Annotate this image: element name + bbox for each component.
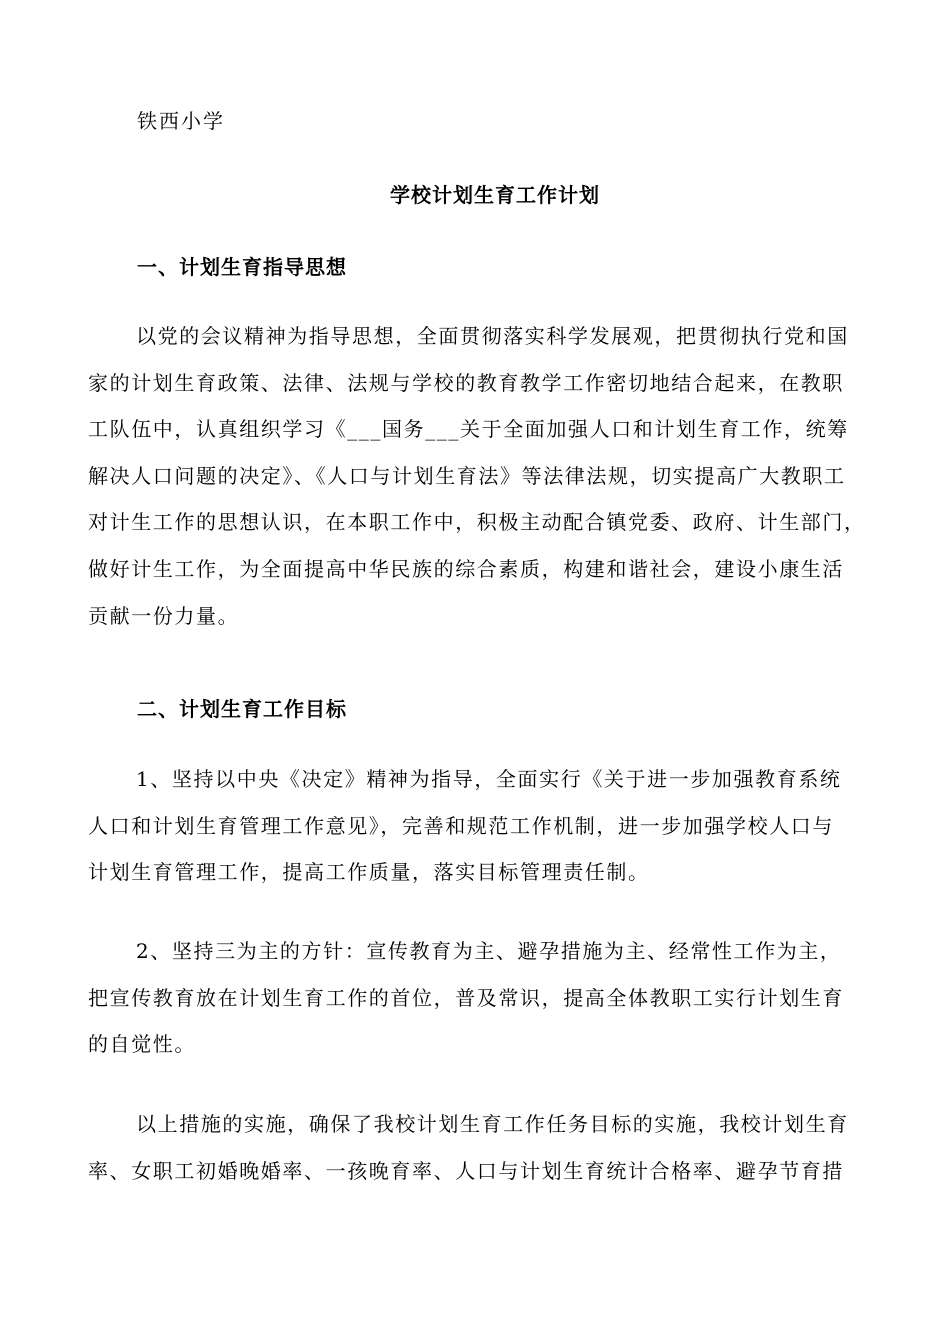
paragraph-line: 解决人口问题的决定》、《人口与计划生育法》等法律法规，切实提高广大教职工 xyxy=(88,463,846,488)
section-heading-work-goals: 二、计划生育工作目标 xyxy=(137,697,347,721)
school-name: 铁西小学 xyxy=(137,109,225,133)
paragraph-line: 把宣传教育放在计划生育工作的首位，普及常识，提高全体教职工实行计划生育 xyxy=(88,985,844,1010)
paragraph-line: 做好计生工作，为全面提高中华民族的综合素质，构建和谐社会，建设小康生活 xyxy=(88,556,844,581)
page-title: 学校计划生育工作计划 xyxy=(390,183,600,207)
paragraph-line: 工队伍中，认真组织学习《___国务___关于全面加强人口和计划生育工作，统筹 xyxy=(88,417,849,442)
paragraph-line: 人口和计划生育管理工作意见》，完善和规范工作机制，进一步加强学校人口与 xyxy=(88,813,834,838)
paragraph-goal-2 xyxy=(88,928,878,1068)
paragraph-line: 2、坚持三为主的方针：宣传教育为主、避孕措施为主、经常性工作为主， xyxy=(136,939,842,963)
paragraph-line: 家的计划生育政策、法律、法规与学校的教育教学工作密切地结合起来，在教职 xyxy=(88,370,844,395)
paragraph-line: 1、坚持以中央《决定》精神为指导，全面实行《关于进一步加强教育系统 xyxy=(136,767,842,791)
paragraph-summary xyxy=(88,1101,878,1194)
paragraph-line: 率、女职工初婚晚婚率、一孩晚育率、人口与计划生育统计合格率、避孕节育措 xyxy=(88,1158,844,1183)
paragraph-line: 计划生育管理工作，提高工作质量，落实目标管理责任制。 xyxy=(88,860,650,885)
section-heading-guiding-ideology: 一、计划生育指导思想 xyxy=(137,255,347,279)
paragraph-line: 对计生工作的思想认识，在本职工作中，积极主动配合镇党委、政府、计生部门， xyxy=(88,510,866,535)
paragraph-line: 的自觉性。 xyxy=(88,1032,196,1057)
paragraph-goal-1 xyxy=(88,756,878,896)
paragraph-line: 以上措施的实施，确保了我校计划生育工作任务目标的实施，我校计划生育 xyxy=(136,1112,849,1136)
paragraph-guiding-ideology xyxy=(88,313,878,639)
paragraph-line: 以党的会议精神为指导思想，全面贯彻落实科学发展观，把贯彻执行党和国 xyxy=(136,324,849,348)
paragraph-line: 贡献一份力量。 xyxy=(88,603,240,628)
